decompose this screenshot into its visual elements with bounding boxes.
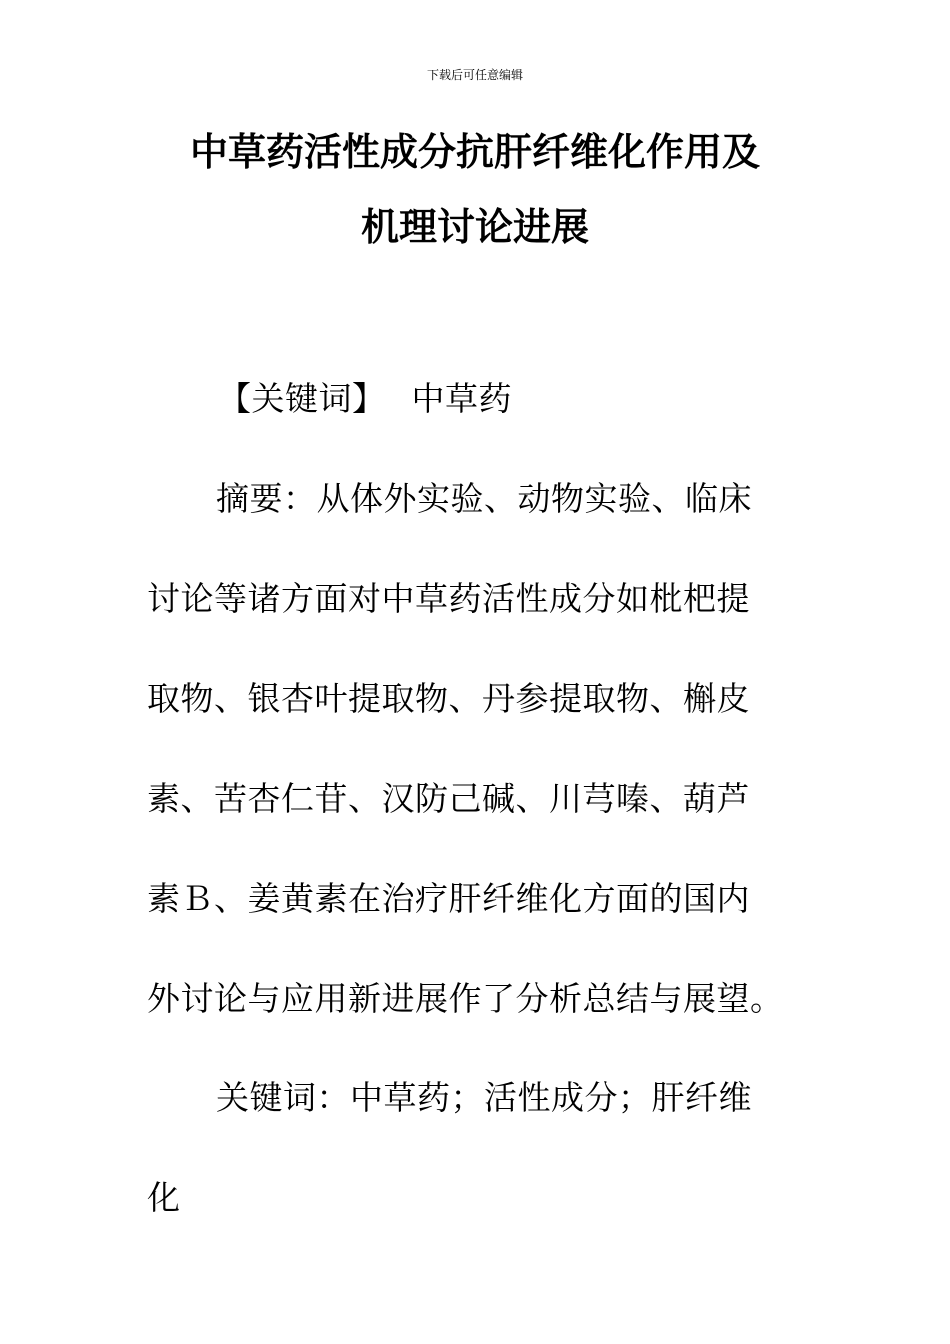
keywords-line-1: 关键词：中草药；活性成分；肝纤维 <box>216 1078 752 1117</box>
keywords-line-2: 化 <box>147 1178 181 1217</box>
document-title-line-1: 中草药活性成分抗肝纤维化作用及 <box>189 130 760 174</box>
document-title-line-2: 机理讨论进展 <box>360 205 589 249</box>
abstract-line-3: 取物、银杏叶提取物、丹参提取物、槲皮 <box>147 679 750 718</box>
abstract-line-1: 摘要：从体外实验、动物实验、临床 <box>216 479 752 518</box>
abstract-line-6: 外讨论与应用新进展作了分析总结与展望。 <box>147 979 784 1018</box>
keyword-tag <box>218 377 512 421</box>
abstract-line-2: 讨论等诸方面对中草药活性成分如枇杷提 <box>147 579 750 618</box>
keyword-tag-label: 【关键词】 <box>218 379 386 418</box>
abstract-line-5: 素Ｂ、姜黄素在治疗肝纤维化方面的国内 <box>147 879 750 918</box>
abstract-line-4: 素、苦杏仁苷、汉防己碱、川芎嗪、葫芦 <box>147 779 750 818</box>
keyword-tag-value: 中草药 <box>411 379 512 418</box>
header-note: 下载后可任意编辑 <box>426 68 523 82</box>
